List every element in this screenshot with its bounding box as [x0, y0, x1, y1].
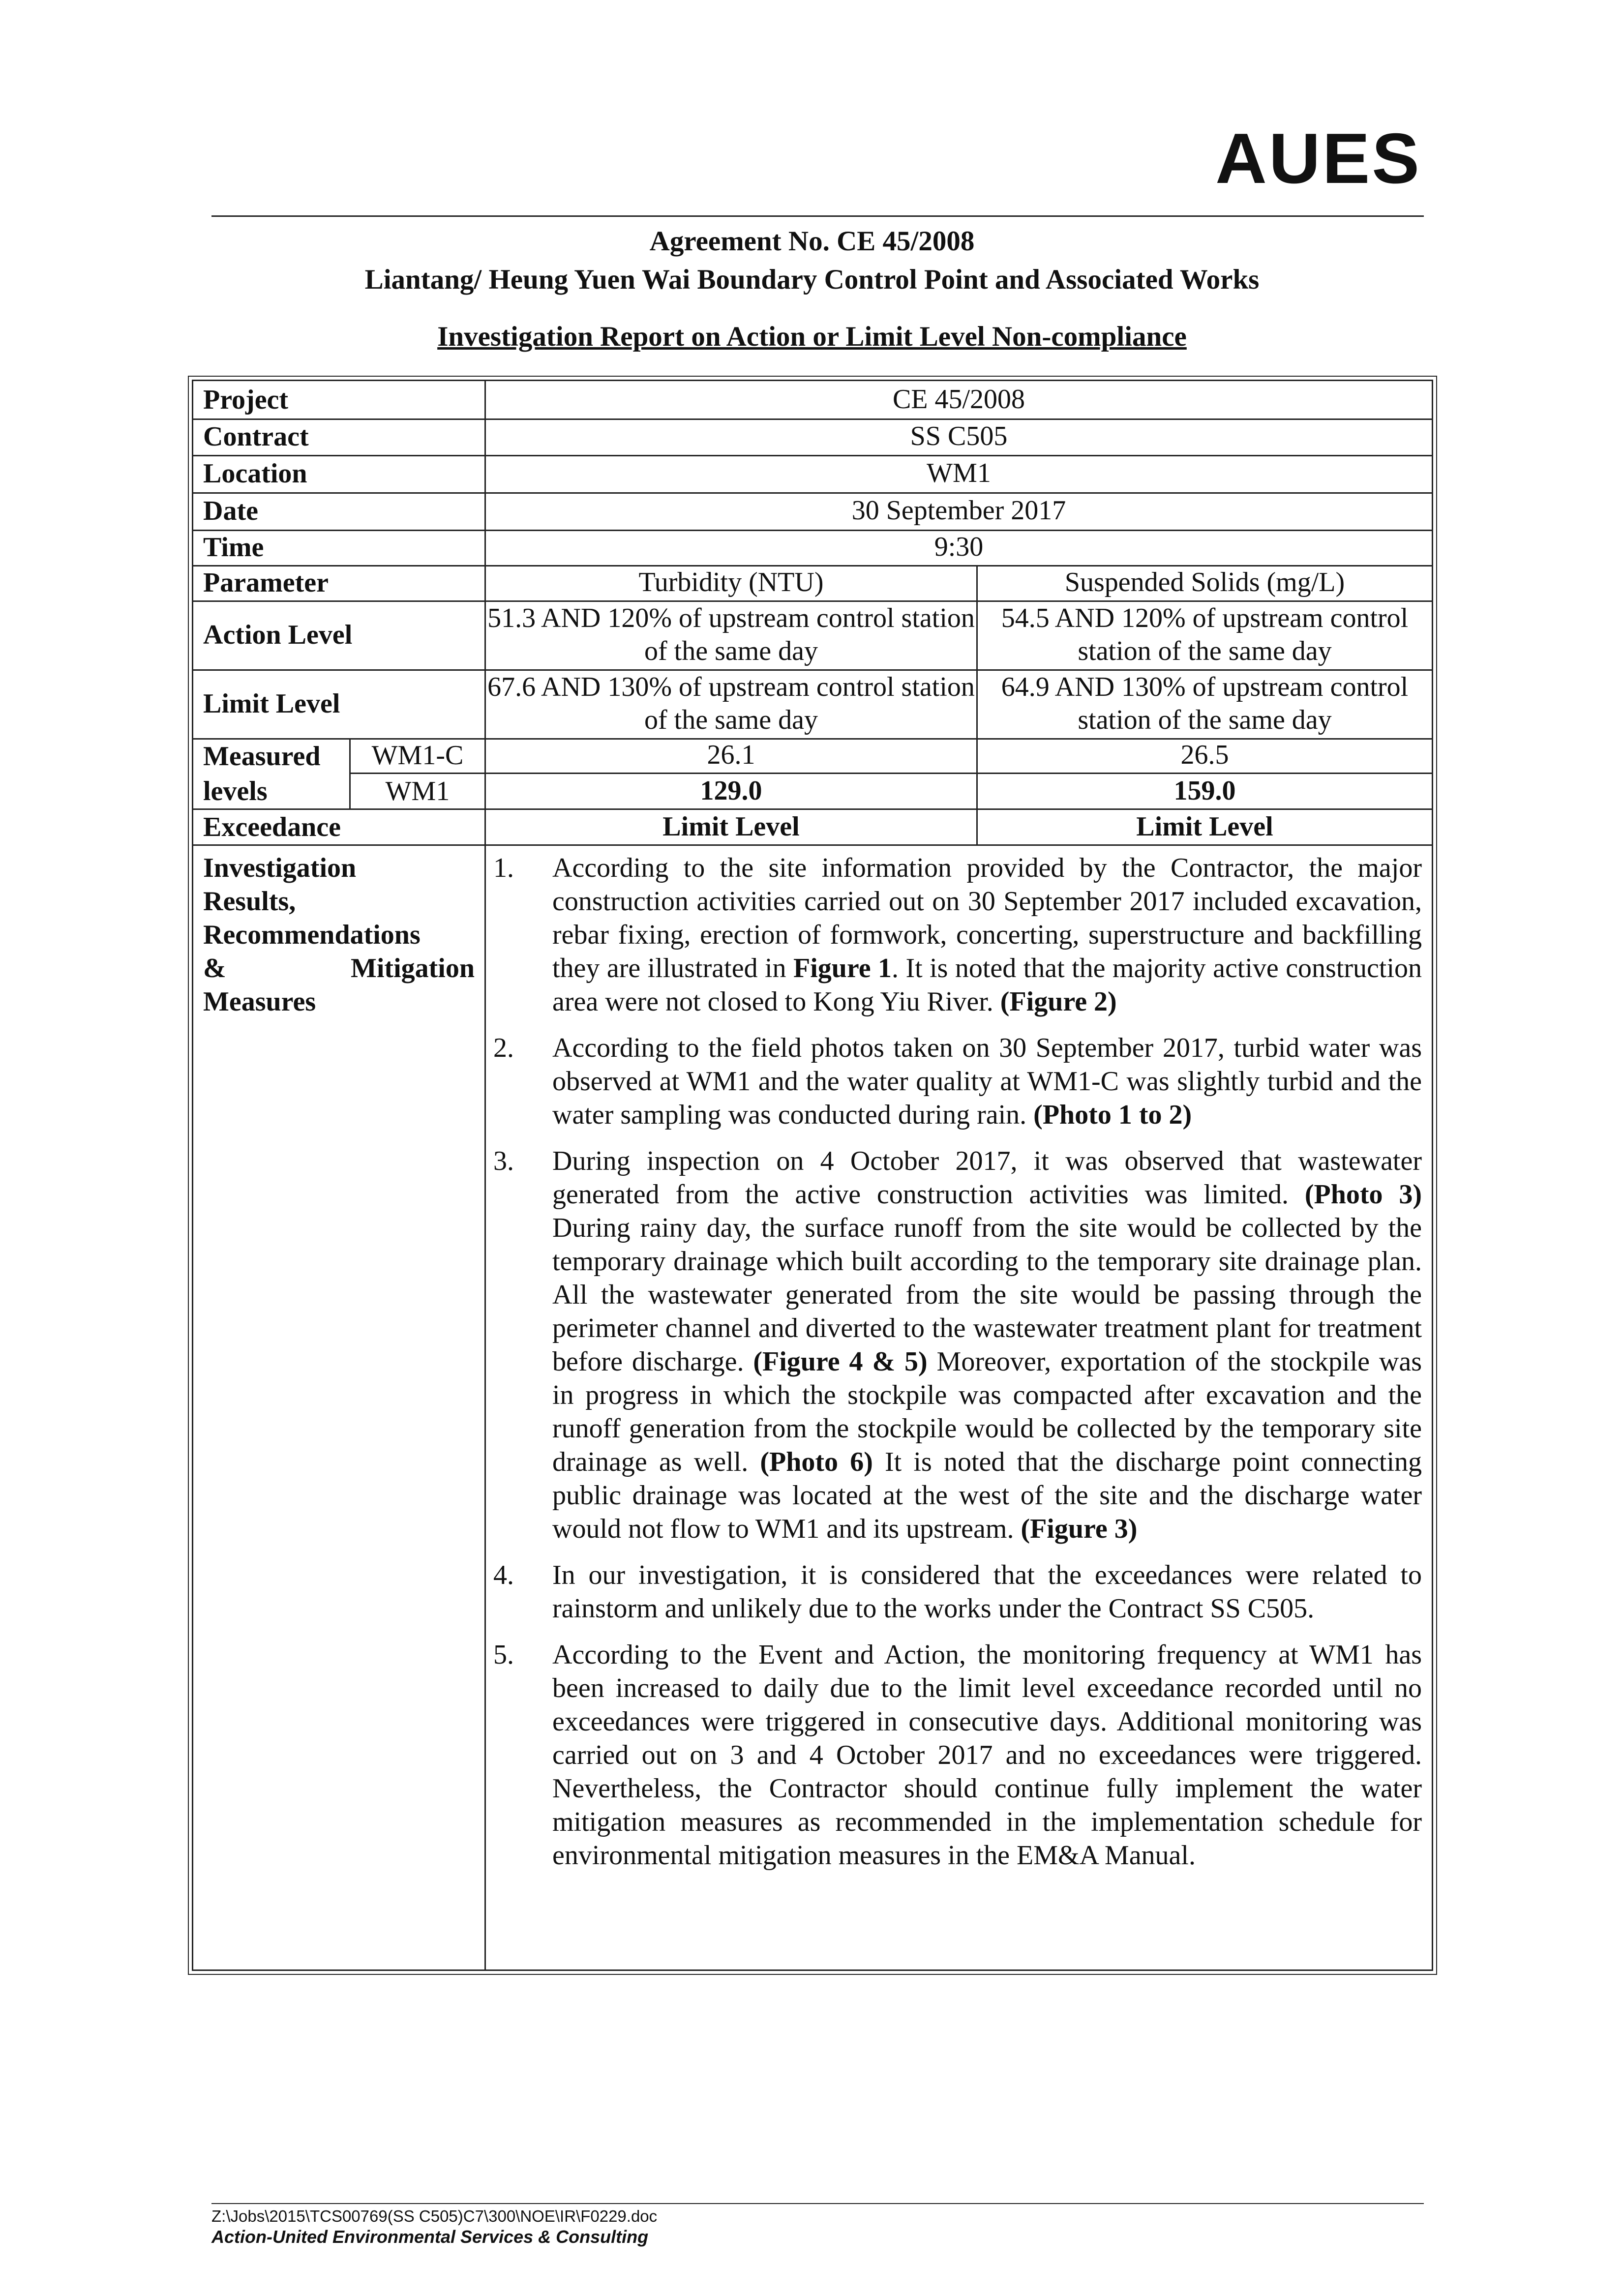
row-location: [193, 455, 1432, 494]
finding-text: It is noted that the discharge point connecting public drainage was located at the west of the site and the discharge water would not flow to WM1 and its upstream.: [552, 1447, 1422, 1544]
finding-text: . It is noted that the majority active construction area were not closed to Kong Yiu River.: [552, 953, 1422, 1017]
investigation-table: [192, 380, 1433, 1971]
finding-text: In our investigation, it is considered that the exceedances were related to rainstorm and unlikely due to the works under the Contract SS C505.: [552, 1560, 1422, 1624]
row-time: [193, 530, 1432, 567]
wm1-turbidity: 129.0: [486, 774, 978, 810]
project-title: Liantang/ Heung Yuen Wai Boundary Control Point and Associated Works: [364, 264, 1260, 295]
finding-number: 5.: [493, 1640, 514, 1670]
investigation-label-line4: [203, 952, 475, 985]
investigation-label: [193, 844, 486, 1969]
measured-label: Measured: [193, 738, 351, 774]
action-level-turbidity: 51.3 AND 120% of upstream control station of the same day: [486, 600, 978, 669]
project-label: Project: [193, 381, 486, 418]
finding-number: 1.: [493, 853, 514, 883]
row-date: [193, 492, 1432, 531]
wm1-c-suspended-solids: 26.5: [978, 738, 1432, 774]
figure-reference: (Figure 2): [1000, 986, 1117, 1017]
finding-text: During rainy day, the surface runoff from the site would be collected by the temporary drainage which built according to the temporary site drainage plan. All the wastewater generated from the site would be passing through the perimeter channel and diverted to the wastewater treatment plant for treatment before discharge.: [552, 1213, 1422, 1377]
investigation-label-line1: Investigation: [203, 853, 357, 883]
finding-number: 2.: [493, 1033, 514, 1063]
company-logo: AUES: [1215, 119, 1421, 198]
finding-number: 4.: [493, 1560, 514, 1590]
exceedance-suspended-solids: Limit Level: [1136, 811, 1273, 842]
header-divider: [211, 215, 1424, 217]
mitigation-text: Mitigation: [351, 953, 475, 984]
figure-reference: (Figure 4 & 5): [753, 1346, 928, 1377]
limit-level-turbidity: 67.6 AND 130% of upstream control station of the same day: [486, 669, 978, 738]
wm1-suspended-solids: 159.0: [978, 774, 1432, 810]
action-level-label: Action Level: [193, 600, 486, 669]
figure-reference: Figure 1: [793, 953, 892, 984]
row-action-level: [193, 600, 1432, 671]
investigation-findings: [493, 851, 1422, 1885]
limit-level-label: Limit Level: [193, 669, 486, 738]
finding-number: 3.: [493, 1146, 514, 1176]
company-name: Action-United Environmental Services & Consulting: [211, 2227, 649, 2247]
agreement-number: Agreement No. CE 45/2008: [649, 226, 975, 257]
station-wm1-c: WM1-C: [351, 738, 486, 774]
photo-reference: (Photo 3): [1304, 1179, 1422, 1210]
investigation-label-line3: Recommendations: [203, 920, 421, 950]
action-level-suspended-solids: 54.5 AND 120% of upstream control station of the same day: [1001, 602, 1409, 666]
finding-text: According to the Event and Action, the monitoring frequency at WM1 has been increased to daily due to the limit level exceedance recorded until no exceedances were triggered in consecutive days. Additional monitoring was carried out on 3 and 4 October 2017 and no exceedances were triggered. Nevertheless, the Contractor should continue fully implement the water mitigation measures as recommended in the implementation schedule for environmental mitigation measures in the EM&A Manual.: [552, 1640, 1422, 1871]
limit-level-suspended-solids: 64.9 AND 130% of upstream control station of the same day: [1001, 671, 1409, 735]
photo-reference: (Photo 1 to 2): [1033, 1100, 1192, 1130]
date-value: 30 September 2017: [851, 495, 1066, 526]
finding-item: [493, 1144, 1422, 1546]
file-path: Z:\Jobs\2015\TCS00769(SS C505)C7\300\NOE\IR\F0229.doc: [211, 2207, 658, 2225]
levels-label: levels: [193, 774, 351, 810]
parameter-label: Parameter: [193, 565, 486, 600]
row-project: [193, 381, 1432, 420]
finding-text: Moreover, exportation of the stockpile was in progress in which the stockpile was compacted after excavation and the runoff generation from the stockpile would be collected by the temporary site drainage as well.: [552, 1346, 1422, 1477]
row-measured-levels: [193, 738, 1432, 810]
row-parameter: [193, 565, 1432, 602]
footer-divider: [211, 2203, 1424, 2204]
photo-reference: (Photo 6): [760, 1447, 873, 1477]
exceedance-turbidity: Limit Level: [486, 810, 978, 844]
finding-text: According to the field photos taken on 30 September 2017, turbid water was observed at WM1 and the water quality at WM1-C was slightly turbid and the water sampling was conducted during rain.: [552, 1033, 1422, 1130]
parameter-turbidity: Turbidity (NTU): [486, 565, 978, 600]
finding-text: According to the site information provided by the Contractor, the major construction activities carried out on 30 September 2017 included excavation, rebar fixing, erection of formwork, concerting, superstructure and backfilling they are illustrated in: [552, 853, 1422, 984]
project-value: CE 45/2008: [892, 384, 1025, 415]
time-label: Time: [193, 530, 486, 565]
contract-value: SS C505: [910, 421, 1008, 452]
row-contract: [193, 418, 1432, 456]
contract-label: Contract: [193, 418, 486, 455]
date-label: Date: [193, 492, 486, 530]
time-value: 9:30: [934, 532, 984, 563]
finding-text: During inspection on 4 October 2017, it was observed that wastewater generated from the active construction activities was limited.: [552, 1146, 1422, 1210]
ampersand-text: &: [203, 953, 226, 984]
exceedance-label: Exceedance: [193, 810, 486, 844]
finding-item: [493, 1031, 1422, 1132]
figure-reference: (Figure 3): [1021, 1514, 1138, 1544]
finding-item: [493, 1638, 1422, 1872]
location-value: WM1: [927, 458, 991, 489]
station-wm1: WM1: [351, 774, 486, 810]
investigation-label-line5: Measures: [203, 986, 316, 1017]
investigation-label-line2: Results,: [203, 886, 296, 917]
row-investigation: [193, 844, 1432, 1969]
finding-item: [493, 851, 1422, 1018]
finding-item: [493, 1558, 1422, 1625]
location-label: Location: [193, 455, 486, 492]
report-title: Investigation Report on Action or Limit Level Non-compliance: [437, 321, 1187, 352]
row-exceedance: [193, 810, 1432, 846]
wm1-c-turbidity: 26.1: [486, 738, 978, 774]
parameter-suspended-solids: Suspended Solids (mg/L): [1064, 567, 1345, 598]
row-limit-level: [193, 669, 1432, 740]
